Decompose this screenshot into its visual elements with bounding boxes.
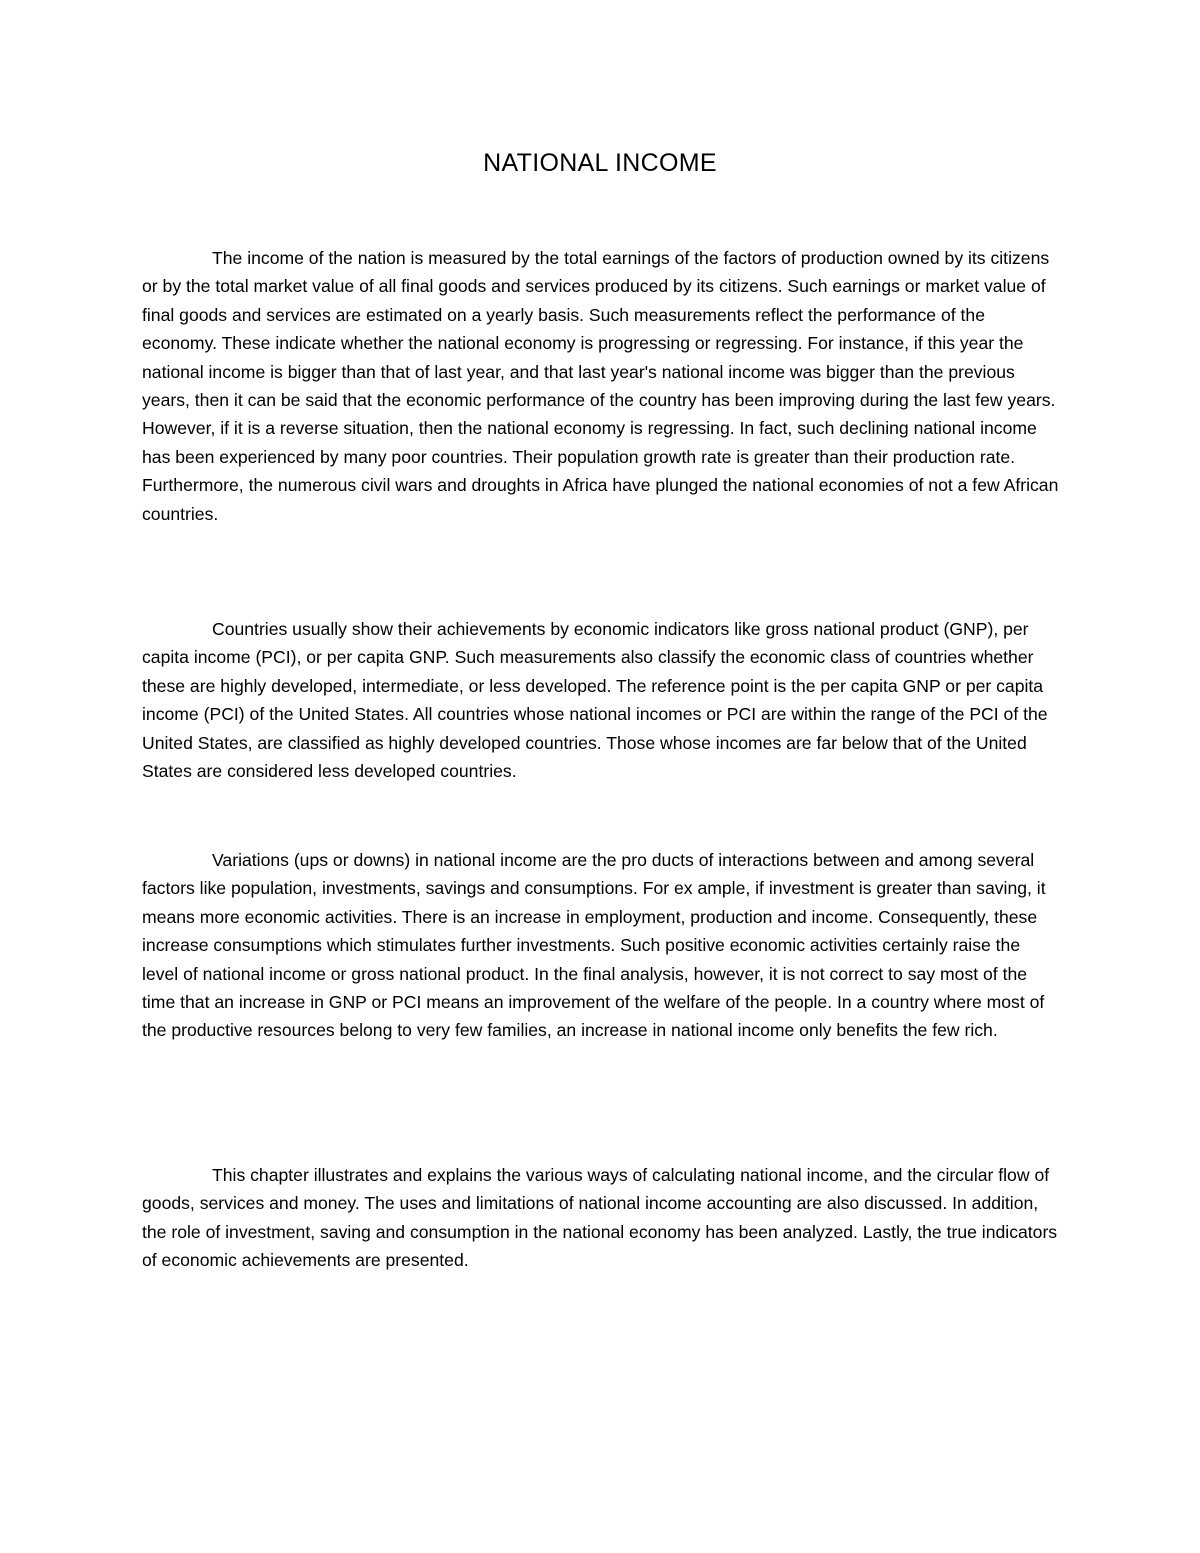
paragraph-intro: The income of the nation is measured by the total earnings of the factors of production owned by its citizens or by the total market value of all final goods and services produced by its citizens. Such earnings or market value of final goods and services are estimated on a yearly basis. Such measurements reflect the performance of the economy. These indicate whether the national economy is progressing or regressing. For instance, if this year the national income is bigger than that of last year, and that last year's national income was bigger than the previous years, then it can be said that the economic performance of the country has been improving during the last few years. However, if it is a reverse situation, then the national economy is regressing. In fact, such declining national income has been experienced by many poor countries. Their population growth rate is greater than their production rate. Furthermore, the numerous civil wars and droughts in Africa have plunged the national economies of not a few African countries.: [142, 248, 1059, 524]
paragraph-variations: Variations (ups or downs) in national income are the pro ducts of interactions between and among several factors like population, investments, savings and consumptions. For ex ample, if investment is greater than saving, it means more economic activities. There is an increase in employment, production and income. Consequently, these increase consumptions which stimulates further investments. Such positive economic activities certainly raise the level of national income or gross national product. In the final analysis, however, it is not correct to say most of the time that an increase in GNP or PCI means an improvement of the welfare of the people. In a country where most of the productive resources belong to very few families, an increase in national income only benefits the few rich.: [142, 850, 1046, 1041]
paragraph-chapter-overview: This chapter illustrates and explains the various ways of calculating national income, and the circular flow of goods, services and money. The uses and limitations of national income accounting are also discussed. In addition, the role of investment, saving and consumption in the national economy has been analyzed. Lastly, the true indicators of economic achievements are presented.: [142, 1165, 1058, 1271]
paragraph-indicators: Countries usually show their achievements by economic indicators like gross national product (GNP), per capita income (PCI), or per capita GNP. Such measurements also classify the economic class of countries whether these are highly developed, intermediate, or less developed. The reference point is the per capita GNP or per capita income (PCI) of the United States. All countries whose national incomes or PCI are within the range of the PCI of the United States, are classified as highly developed countries. Those whose incomes are far below that of the United States are considered less developed countries.: [142, 619, 1048, 782]
document-title: NATIONAL INCOME: [483, 149, 717, 177]
